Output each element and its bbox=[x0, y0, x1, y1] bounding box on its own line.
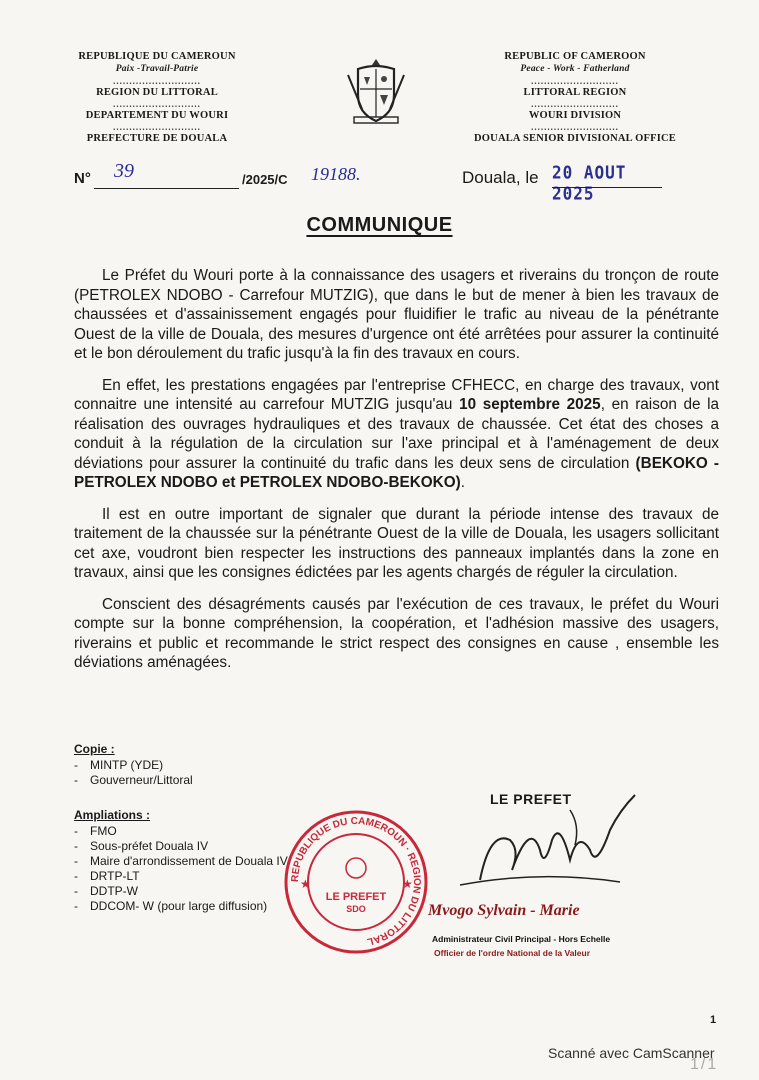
header-right bbox=[470, 50, 680, 145]
dots-separator: ........................... bbox=[113, 122, 201, 132]
list-item: - MINTP (YDE) bbox=[74, 758, 193, 773]
svg-text:★: ★ bbox=[402, 877, 413, 891]
page-number: 1 bbox=[710, 1014, 717, 1026]
reference-row bbox=[74, 160, 674, 204]
division-en: WOURI DIVISION bbox=[528, 110, 622, 121]
copy-label: Copie : bbox=[74, 742, 115, 756]
motto-en: Peace - Work - Fatherland bbox=[520, 64, 630, 74]
dots-separator: ........................... bbox=[531, 76, 619, 86]
department-fr: DEPARTEMENT DU WOURI bbox=[85, 110, 229, 121]
reference-number: 39 bbox=[114, 160, 134, 182]
dots-separator: ........................... bbox=[113, 99, 201, 109]
list-item: - Maire d'arrondissement de Douala IV bbox=[74, 854, 288, 869]
paragraph-2-text: En effet, les prestations engagées par l'entreprise CFHECC, en charge des travaux, vont connaitre une intensité au carrefour MUTZIG jusqu'au bbox=[74, 376, 719, 413]
country-en: REPUBLIC OF CAMEROON bbox=[504, 51, 646, 62]
office-fr: PREFECTURE DE DOUALA bbox=[86, 133, 228, 144]
corner-mark: 1/1 bbox=[690, 1056, 719, 1073]
ampliations-section bbox=[74, 808, 288, 914]
paragraph-1: Le Préfet du Wouri porte à la connaissance des usagers et riverains du tronçon de route (PETROLEX NDOBO - Carrefour MUTZIG), que dans le but de mener à bien les travaux de chaussées et d'assainissement engagés pour fluidifier le trafic au niveau de la pénétrante Ouest de la ville de Douala, des mesures d'urgence ont été arrêtées pour assurer la continuité et le bon déroulement du trafic jusqu'à la fin des travaux en cours. bbox=[74, 267, 719, 362]
region-en: LITTORAL REGION bbox=[523, 87, 627, 98]
reference-underline bbox=[94, 188, 239, 189]
paragraph-2-text: , en raison de la réalisation des ouvrages hydrauliques et des travaux de chaussée. Cet état des choses a conduit à la régulation de la circulation sur l'axe principal et à l'aménagement de deux déviations pour assurer la continuité du trafic dans les deux sens de circulation bbox=[74, 396, 719, 472]
scanner-watermark: Scanné avec CamScanner bbox=[548, 1045, 715, 1061]
paragraph-3: Il est en outre important de signaler que durant la période intense des travaux de traitement de la chaussée sur la pénétrante Ouest de la ville de Douala, les usagers sollicitant cet axe, voudront bien respecter les instructions des panneaux implantés dans la zone en travaux, ainsi que les consignes édictées par les agents chargés de réguler la circulation. bbox=[74, 505, 719, 581]
reference-suffix: /2025/C bbox=[242, 172, 288, 187]
dots-separator: ........................... bbox=[531, 122, 619, 132]
coat-of-arms-icon bbox=[340, 55, 412, 127]
office-en: DOUALA SENIOR DIVISIONAL OFFICE bbox=[474, 133, 676, 144]
reference-handwritten: 19188. bbox=[311, 164, 361, 184]
reference-label: N° bbox=[74, 170, 91, 187]
region-fr: REGION DU LITTORAL bbox=[96, 87, 218, 98]
svg-text:★: ★ bbox=[300, 877, 311, 891]
document-title bbox=[0, 214, 759, 237]
ampliations-label: Ampliations : bbox=[74, 808, 151, 822]
copy-section bbox=[74, 742, 193, 788]
motto-fr: Paix -Travail-Patrie bbox=[115, 64, 199, 74]
date-underline bbox=[552, 187, 662, 188]
seal-outer-text: REPUBLIQUE DU CAMEROUN · REGION DU LITTORAL bbox=[289, 815, 423, 947]
copy-list bbox=[74, 758, 193, 788]
seal-sub-text: SDO bbox=[346, 904, 366, 914]
list-item: - DDTP-W bbox=[74, 884, 288, 899]
signer-rank: Administrateur Civil Principal - Hors Echelle bbox=[432, 934, 611, 944]
detour-routes: (BEKOKO - PETROLEX NDOBO et PETROLEX NDOBO-BEKOKO) bbox=[74, 454, 719, 491]
signer-order: Officier de l'ordre National de la Valeur bbox=[434, 948, 591, 958]
date-label: Douala, le bbox=[462, 168, 539, 187]
deadline-date: 10 septembre 2025 bbox=[459, 396, 601, 413]
header-left bbox=[72, 50, 242, 145]
official-seal-icon bbox=[282, 808, 430, 956]
paragraph-2-end: . bbox=[460, 474, 465, 491]
list-item: - DDCOM- W (pour large diffusion) bbox=[74, 899, 288, 914]
ampliations-list bbox=[74, 824, 288, 914]
signatory-title: LE PREFET bbox=[490, 791, 572, 807]
dots-separator: ........................... bbox=[113, 76, 201, 86]
signature-icon bbox=[420, 790, 660, 900]
communique-body bbox=[74, 266, 719, 685]
seal-inner-text: LE PREFET bbox=[325, 891, 387, 903]
list-item: - Sous-préfet Douala IV bbox=[74, 839, 288, 854]
country-fr: REPUBLIQUE DU CAMEROUN bbox=[78, 51, 236, 62]
signer-name: Mvogo Sylvain - Marie bbox=[428, 902, 580, 919]
list-item: - DRTP-LT bbox=[74, 869, 288, 884]
title-text: COMMUNIQUE bbox=[306, 214, 453, 236]
dots-separator: ........................... bbox=[531, 99, 619, 109]
list-item: - Gouverneur/Littoral bbox=[74, 773, 193, 788]
date-stamp: 20 AOUT 2025 bbox=[552, 162, 627, 204]
paragraph-2 bbox=[74, 376, 719, 493]
paragraph-4: Conscient des désagréments causés par l'exécution de ces travaux, le préfet du Wouri compte sur la bonne compréhension, la coopération, et l'adhésion massive des usagers, riverains et public et recommande le strict respect des consignes en cause , ensemble les déviations aménagées. bbox=[74, 595, 719, 671]
list-item: - FMO bbox=[74, 824, 288, 839]
